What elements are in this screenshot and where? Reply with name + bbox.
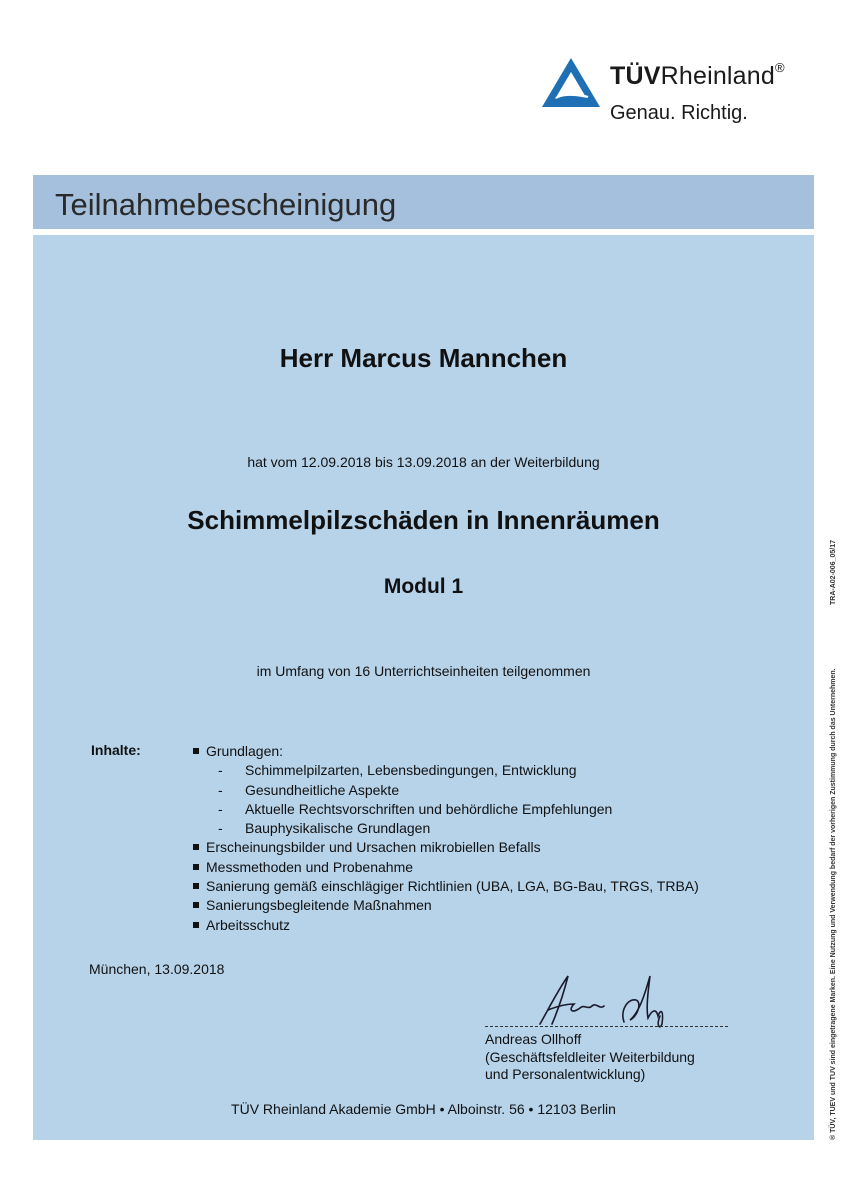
- triangle-logo-icon: [540, 56, 602, 110]
- signatory-role-line-1: (Geschäftsfeldleiter Weiterbildung: [485, 1048, 695, 1065]
- brand-name: [610, 62, 785, 91]
- brand-name-regular: Rheinland: [660, 62, 775, 90]
- content-subitem: [193, 781, 699, 800]
- content-item-text: Sanierungsbegleitende Maßnahmen: [206, 897, 432, 914]
- square-bullet-icon: [193, 864, 199, 870]
- dash-bullet-icon: -: [218, 820, 223, 837]
- square-bullet-icon: [193, 748, 199, 754]
- participation-period: hat vom 12.09.2018 bis 13.09.2018 an der Weiterbildung: [247, 454, 600, 470]
- signature-line: [485, 1026, 728, 1027]
- contents-list: [193, 742, 699, 935]
- legal-notice: ® TÜV, TUEV und TUV sind eingetragene Marken. Eine Nutzung und Verwendung bedarf der vorherigen Zustimmung durch das Unternehmen.: [830, 668, 837, 1140]
- signatory-block: [485, 1031, 695, 1084]
- form-code: TRA-A02-006_05/17: [830, 540, 837, 605]
- content-subitem: [193, 800, 699, 819]
- certificate-body: [33, 235, 814, 1140]
- signatory-name: Andreas Ollhoff: [485, 1031, 582, 1047]
- content-subitem-text: Aktuelle Rechtsvorschriften und behördliche Empfehlungen: [245, 800, 613, 817]
- content-subitem: [193, 761, 699, 780]
- dash-bullet-icon: -: [218, 781, 223, 798]
- square-bullet-icon: [193, 883, 199, 889]
- content-item: [193, 916, 699, 935]
- content-subitem: [193, 819, 699, 838]
- square-bullet-icon: [193, 902, 199, 908]
- recipient-name: Herr Marcus Mannchen: [279, 343, 568, 373]
- square-bullet-icon: [193, 922, 199, 928]
- content-item: [193, 877, 699, 896]
- contents-label: Inhalte:: [91, 742, 141, 758]
- content-item: [193, 742, 699, 761]
- content-item-text: Erscheinungsbilder und Ursachen mikrobiellen Befalls: [206, 839, 541, 856]
- registered-mark: ®: [775, 60, 785, 75]
- content-subitem-text: Bauphysikalische Grundlagen: [245, 820, 431, 837]
- content-item-text: Arbeitsschutz: [206, 916, 291, 933]
- certificate-title: Teilnahmebescheinigung: [55, 187, 397, 222]
- content-item-text: Messmethoden und Probenahme: [206, 858, 414, 875]
- side-legal-note: [830, 540, 837, 1140]
- content-subitem-text: Gesundheitliche Aspekte: [245, 781, 400, 798]
- place-date: München, 13.09.2018: [89, 961, 225, 977]
- brand-name-bold: TÜV: [610, 62, 661, 90]
- content-item-text: Grundlagen:: [206, 743, 284, 759]
- dash-bullet-icon: -: [218, 800, 223, 817]
- course-title: Schimmelpilzschäden in Innenräumen: [187, 505, 660, 535]
- content-item: [193, 896, 699, 915]
- brand-claim: Genau. Richtig.: [610, 102, 748, 124]
- handwritten-signature: [528, 970, 678, 1032]
- content-item: [193, 858, 699, 877]
- tuv-rheinland-logo: [540, 54, 810, 130]
- title-band: [33, 175, 814, 229]
- content-item-text: Sanierung gemäß einschlägiger Richtlinien (UBA, LGA, BG-Bau, TRGS, TRBA): [206, 878, 699, 895]
- square-bullet-icon: [193, 844, 199, 850]
- footer-address: TÜV Rheinland Akademie GmbH • Alboinstr. 56 • 12103 Berlin: [231, 1101, 616, 1117]
- signatory-role-line-2: und Personalentwicklung): [485, 1066, 646, 1082]
- content-subitem-text: Schimmelpilzarten, Lebensbedingungen, Entwicklung: [245, 762, 577, 779]
- course-scope: im Umfang von 16 Unterrichtseinheiten teilgenommen: [256, 663, 591, 679]
- dash-bullet-icon: -: [218, 762, 223, 779]
- content-item: [193, 838, 699, 857]
- module-label: Modul 1: [383, 575, 464, 598]
